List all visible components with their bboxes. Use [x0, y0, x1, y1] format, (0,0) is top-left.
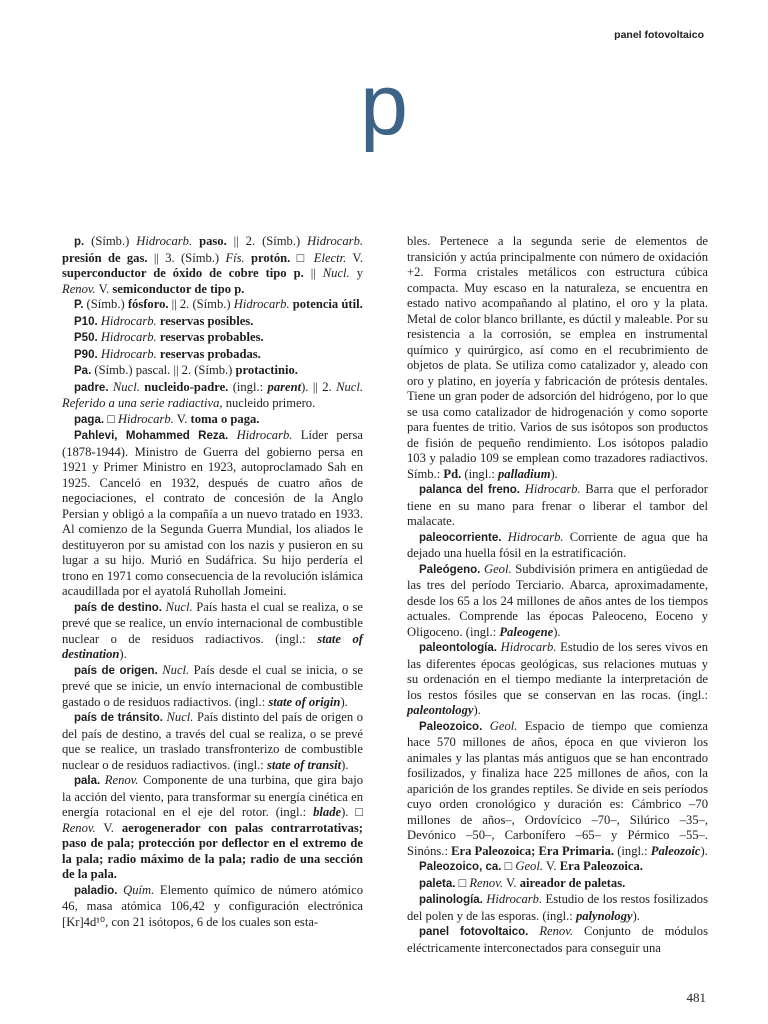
entry-text: □	[455, 875, 470, 890]
entry-headword: paleocorriente.	[419, 531, 502, 544]
dictionary-entry	[62, 710, 363, 773]
dictionary-entry	[62, 883, 363, 931]
entry-text: potencia útil.	[289, 297, 363, 311]
entry-text: state of destination	[62, 631, 363, 661]
section-letter: p	[360, 57, 408, 153]
entry-text: Fís.	[225, 250, 245, 265]
entry-text: ||	[303, 266, 323, 280]
entry-text: Subdivisión primera en antigüedad de las tres del período Terciario. Abarca, aproximadamente, desde los 65 a los 24 millones de años antes de los tiempos actuales. Comprende las épocas Paleoceno, Eoceno y Oligoceno. (ingl.:	[407, 561, 708, 639]
entry-headword: P90.	[74, 348, 98, 361]
entry-text: fósforo.	[127, 297, 169, 311]
entry-text: (ingl.:	[461, 466, 498, 481]
entry-text	[528, 924, 539, 938]
entry-text: Paleogene	[499, 624, 554, 639]
entry-text: □	[104, 411, 118, 426]
entry-text: V.	[95, 281, 113, 296]
entry-text: Renov.	[62, 820, 96, 835]
entry-text: paleontology	[407, 703, 474, 717]
dictionary-entry	[407, 482, 708, 530]
entry-text: Renov.	[62, 281, 96, 296]
dictionary-entry	[62, 347, 363, 364]
dictionary-entry	[62, 663, 363, 711]
dictionary-entry	[407, 876, 708, 893]
entry-text: state of origin	[268, 694, 341, 709]
entry-text	[228, 428, 236, 442]
entry-text: reservas probadas.	[156, 346, 261, 361]
entry-text	[482, 719, 489, 733]
dictionary-entry	[62, 234, 363, 297]
entry-text: Hidrocarb.	[236, 428, 293, 442]
entry-text: Geol.	[515, 859, 543, 873]
entry-text: Hidrocarb.	[500, 640, 557, 654]
entry-text: Espacio de tiempo que comienza hace 570 millones de años, época en que vivieron los animales y las plantas más antiguos que se han encontrado fosilizados, y finaliza hace 225 millones de años, con la aparición de los grandes reptiles. Se divide en seis períodos cuyo orden cronológico y duración es: Cámbrico –70 millones de años–, Ordovícico –70–, Silúrico –35–, Devónico –50–, Carbonífero –65– y Pérmico –55–. Sinóns.:	[407, 718, 708, 858]
entry-headword: P10.	[74, 315, 98, 328]
entry-text: País desde el cual se inicia, o se prevé que se inicie, un envío internacional de combustible gastado o de residuos radiactivos. (ingl.:	[62, 662, 363, 709]
dictionary-entry	[62, 428, 363, 600]
entry-text: presión de gas.	[62, 250, 148, 265]
entry-text: Nucl.	[166, 710, 194, 724]
entry-text: aireador de paletas.	[519, 875, 626, 890]
entry-text: (Símb.) pascal. || 2. (Símb.)	[91, 363, 236, 377]
right-column	[407, 234, 708, 956]
entry-text: || 2.	[308, 379, 337, 394]
entry-text: V.	[503, 875, 520, 890]
entry-text: V.	[346, 250, 364, 265]
entry-text: Hidrocarb.	[486, 892, 543, 906]
dictionary-entry	[407, 924, 708, 956]
entry-text: Hidrocarb.	[307, 234, 364, 248]
entry-text: ).	[341, 757, 349, 772]
entry-text: palynology	[575, 908, 633, 923]
entry-text: aerogenerador con palas contrarrotativas; paso de pala; protección por deflector en el extremo de la pala; radio máximo de la pala; radio de una sección de la pala.	[62, 820, 363, 881]
entry-text: y	[349, 266, 363, 280]
entry-headword: paga.	[74, 413, 105, 426]
entry-headword: palinología.	[419, 894, 483, 906]
entry-text: Corriente de agua que ha dejado una huella fósil en la estratificación.	[407, 529, 708, 560]
entry-text: parent	[267, 379, 302, 394]
entry-text: (ingl.:	[228, 379, 268, 394]
entry-text: Renov.	[469, 875, 504, 890]
entry-text: ).	[632, 908, 640, 923]
entry-headword: Paleozoico.	[419, 720, 483, 733]
entry-text: ).	[119, 647, 127, 661]
entry-text: Nucl.	[322, 266, 350, 280]
entry-headword: país de tránsito.	[74, 712, 163, 724]
entry-text: Paleozoic	[650, 843, 701, 858]
entry-headword: paladio.	[74, 884, 118, 897]
dictionary-entry	[62, 773, 363, 883]
entry-text: □	[501, 859, 516, 873]
entry-text: Hidrocarb.	[100, 313, 157, 328]
dictionary-entry	[62, 330, 363, 347]
entry-text: Hidrocarb.	[507, 529, 564, 544]
entry-text: V.	[95, 820, 122, 835]
entry-text: ). □	[341, 805, 363, 819]
entry-text: País hasta el cual se realiza, o se prevé que se realice, un envío internacional de combustible nuclear o de residuos radiactivos. (ingl.:	[62, 599, 363, 646]
entry-headword: país de destino.	[74, 601, 162, 614]
entry-text: ).	[340, 694, 348, 709]
entry-headword: pala.	[74, 775, 101, 787]
dictionary-entry	[407, 892, 708, 924]
entry-text: ).	[553, 624, 561, 639]
entry-text: Componente de una turbina, que gira bajo la acción del viento, para transformar su energía cinética en energía rotacional en el eje del rotor. (ingl.:	[62, 773, 364, 819]
dictionary-entry	[62, 412, 363, 429]
entry-headword: Pa.	[74, 365, 92, 377]
left-column	[62, 234, 363, 956]
entry-text: nucleido primero.	[222, 396, 316, 410]
entry-text: Nucl.	[165, 599, 193, 614]
entry-headword: palanca del freno.	[419, 484, 520, 496]
entry-text: reservas probables.	[156, 330, 264, 344]
entry-text: Conjunto de módulos eléctricamente interconectados para conseguir una	[407, 924, 709, 955]
running-head: panel fotovoltaico	[614, 29, 704, 41]
dictionary-entry	[407, 234, 708, 482]
entry-text: bles. Pertenece a la segunda serie de elementos de transición y actúa principalmente con número de oxidación +2. Forma cristales metálicos con estructura cúbica compacta. Muy escaso en la naturaleza, se encuentra en estado nativo acompañando al platino, el oro y la plata. Metal de color blanco brillante, es dúctil y maleable. Por su resistencia a la corrosión, se emplea en instrumental químico y quirúrgico, así como en el recubrimiento de objetos de plata. Se utiliza como catalizador y, aleado con oro y platino, en joyería y fabricación de prótesis dentales. Tiene un gran poder de adsorción del hidrógeno, por lo que se usa como catalizador de hidrogenación y como soporte para fuentes de tritio. Varios de sus isótopos son productos de fisión de pequeño rendimiento. Los isótopos paladio 103 y paladio 109 se emplean como trazadores radiactivos. Símb.:	[407, 234, 708, 481]
entry-text: paso.	[192, 234, 227, 248]
dictionary-entry	[62, 600, 363, 663]
entry-headword: Paleozoico, ca.	[419, 861, 502, 873]
entry-text: nucleido-padre.	[139, 379, 229, 394]
entry-text: Estudio de los seres vivos en las diferentes épocas geológicas, sus relaciones mutuas y su ordenación en el tiempo mediante la interpretación de los restos fósiles que se conservan en las rocas. (ingl.:	[407, 640, 708, 702]
entry-text: Líder persa (1878-1944). Ministro de Guerra del gobierno persa en 1921 y Primer Ministro en 1923, autoproclamado Sah en 1925. Canceló en 1932, después de cuatro años de negociaciones, el contrato de concesión de la Anglo Persian y obligó a la compañía a un nuevo tratado en 1933. Al comienzo de la Segunda Guerra Mundial, los aliados le destituyeron por su amistad con los nazis y pusieron en su lugar a su hijo. Murió en Sudáfrica. Su hijo perdería el trono en 1971 como consecuencia de la revolución islámica acaudillada por el ayatolá Ruhollah Jomeini.	[62, 428, 363, 598]
dictionary-entry	[62, 380, 363, 412]
entry-text: (Símb.)	[84, 234, 137, 248]
entry-text: reservas posibles.	[156, 313, 254, 328]
entry-text: Barra que el perforador tiene en su mano para frenar o liberar el tambor del malacate.	[407, 482, 708, 528]
dictionary-entry	[407, 719, 708, 860]
entry-text: protón.	[244, 250, 291, 265]
entry-text: Estudio de los restos fosilizados del polen y de las esporas. (ingl.:	[407, 892, 708, 923]
entry-text: V.	[543, 859, 560, 873]
entry-headword: p.	[74, 236, 85, 248]
entry-text: V.	[173, 411, 191, 426]
entry-text: Geol.	[489, 718, 518, 733]
entry-text: superconductor de óxido de cobre tipo p.	[62, 266, 304, 280]
entry-text: protactinio.	[235, 363, 298, 377]
entry-text: Nucl. Referido a una serie radiactiva,	[62, 379, 364, 410]
entry-headword: paleta.	[419, 877, 456, 890]
entry-text: Hidrocarb.	[136, 234, 193, 248]
entry-text: toma o paga.	[190, 411, 260, 426]
entry-headword: paleontología.	[419, 642, 497, 654]
entry-headword: panel fotovoltaico.	[419, 926, 529, 938]
entry-text: ).	[550, 466, 558, 481]
entry-headword: país de origen.	[74, 664, 158, 677]
entry-text: Elemento químico de número atómico 46, masa atómica 106,42 y configuración electrónica [Kr]4d¹⁰, con 21 isótopos, 6 de los cuales son esta-	[62, 882, 363, 929]
entry-text: ).	[473, 703, 481, 717]
dictionary-entry	[407, 562, 708, 641]
entry-headword: P.	[74, 299, 84, 311]
entry-text: || 2. (Símb.)	[226, 234, 308, 248]
entry-text: Geol.	[483, 561, 512, 576]
entry-text: Nucl.	[112, 379, 140, 394]
entry-text: Electr.	[313, 250, 347, 265]
entry-text: Era Paleozoica.	[559, 859, 643, 873]
entry-text: || 2. (Símb.)	[168, 297, 234, 311]
dictionary-entry	[407, 640, 708, 719]
entry-text: Hidrocarb.	[100, 346, 157, 361]
entry-text: Hidrocarb.	[524, 482, 581, 496]
entry-text: Hidrocarb.	[100, 330, 157, 344]
entry-text: País distinto del país de origen o del país de destino, a través del cual se realiza, o se prevé que se realice, un traslado transfronterizo de combustible nuclear o de residuos radiactivos. (ingl.:	[62, 710, 364, 772]
dictionary-entry	[407, 530, 708, 562]
entry-text: Renov.	[104, 773, 139, 787]
entry-text: (ingl.:	[614, 843, 651, 858]
entry-text: Quím.	[123, 882, 155, 897]
entry-text: (Símb.)	[83, 297, 128, 311]
dictionary-entry	[62, 297, 363, 314]
entry-text: Hidrocarb.	[233, 297, 290, 311]
dictionary-entry	[407, 859, 708, 876]
entry-text: Hidrocarb.	[117, 411, 174, 426]
entry-text: Renov.	[539, 924, 574, 938]
entry-text: || 3. (Símb.)	[147, 250, 226, 265]
entry-text: Era Paleozoica; Era Primaria.	[451, 843, 615, 858]
entry-headword: Pahlevi, Mohammed Reza.	[74, 430, 229, 442]
entry-text: ).	[700, 843, 708, 858]
entry-headword: padre.	[74, 381, 109, 394]
entry-headword: P50.	[74, 332, 98, 344]
dictionary-columns	[62, 234, 708, 956]
dictionary-entry	[62, 363, 363, 380]
entry-headword: Paleógeno.	[419, 563, 481, 576]
entry-text: blade	[313, 805, 342, 819]
dictionary-entry	[62, 314, 363, 331]
entry-text: ).	[301, 379, 309, 394]
page-number: 481	[686, 990, 706, 1005]
entry-text: □	[290, 250, 314, 265]
entry-text: semiconductor de tipo p.	[112, 281, 245, 296]
entry-text: palladium	[498, 466, 551, 481]
entry-text: Nucl.	[162, 662, 190, 677]
entry-text: state of transit	[266, 757, 342, 772]
entry-text: Pd.	[443, 466, 462, 481]
